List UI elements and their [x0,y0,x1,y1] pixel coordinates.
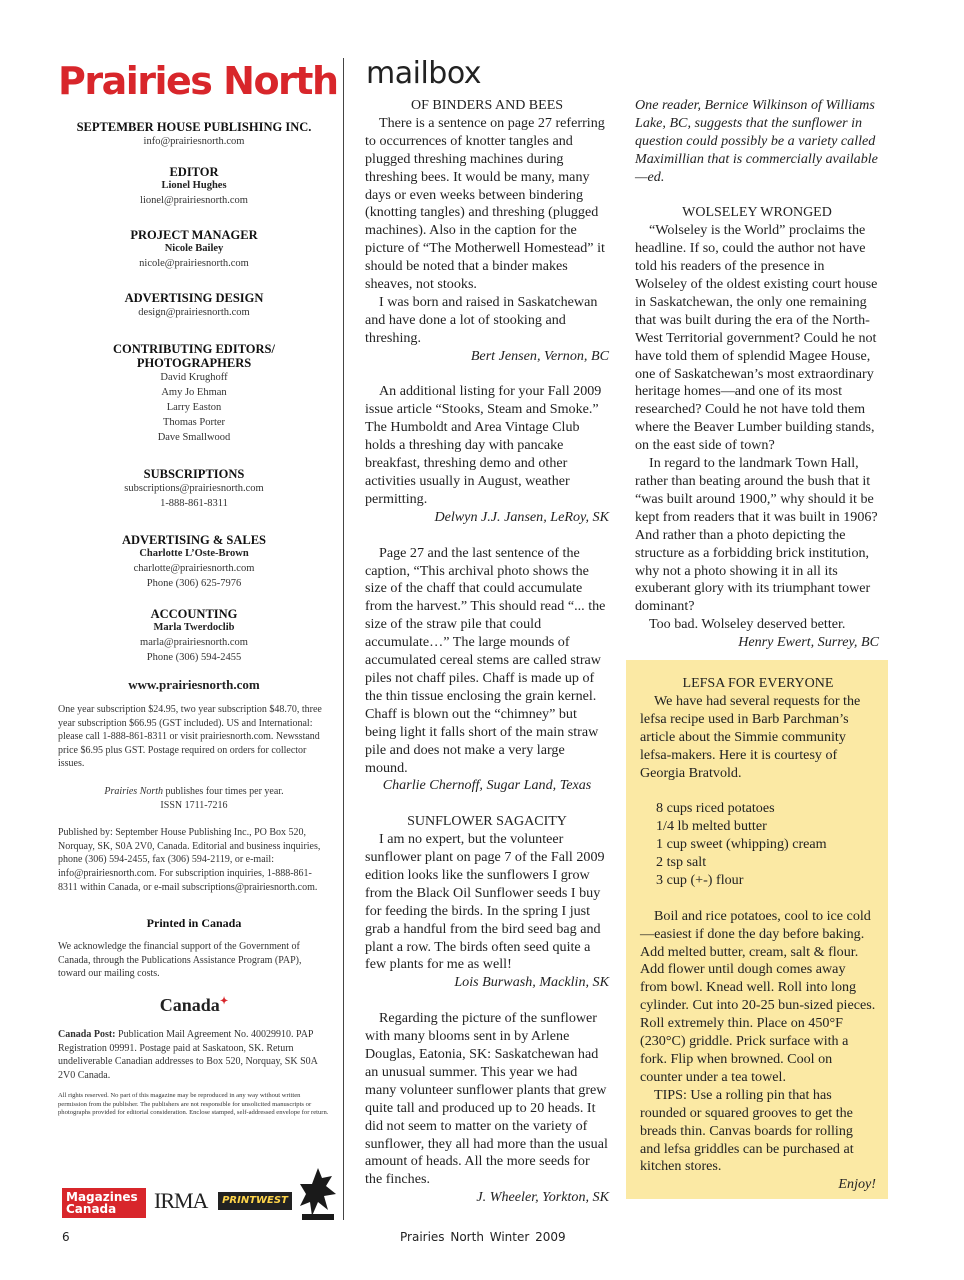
subscription-info: One year subscription $24.95, two year subscription $48.70, three year subscription $66.95 (GST included). US and International: please call 1-888-861-8311 or visit prairiesnorth.com. Newsstand price $6.95 plus GST. Postage required on orders for collector issues. [58,704,322,770]
editor-block [58,165,330,208]
ingredient-item: 3 cup (+-) flour [656,871,744,888]
frequency-line [58,785,330,799]
contributor-name: Thomas Porter [162,417,226,428]
magazine-logo: Prairies North [58,59,338,103]
publisher-name: SEPTEMBER HOUSE PUBLISHING INC. [76,120,312,134]
sponsor-logos [62,1166,338,1222]
recipe-signoff: Enjoy! [838,1176,876,1193]
letter-paragraph: “Wolseley is the World” proclaims the headline. If so, could the author not have told his readers of the presence in Wolseley of the oldest existing court house in Saskatchewan, the only one remaining that was built during the era of the North-West Territorial government? Could he not have told them of splendid Magee House, one of Saskatchewan’s most extraordinary heritage homes—and one of its most researched? Could he not have told them where the Beaver Lumber building stands, on the east side of town? [635,222,878,454]
letter-paragraph: I was born and raised in Saskatchewan and have done a lot of stooking and threshing. [365,293,598,346]
logo-text: Magazines [66,1190,138,1204]
sales-name: Charlotte L’Oste-Brown [139,548,249,559]
letter-paragraph: An additional listing for your Fall 2009 issue article “Stooks, Steam and Smoke.” The Humboldt and Area Vintage Club holds a threshing day with pancake breakfast, threshing demo and other activities usually in August, weather permitting. [365,383,602,507]
frequency-title: Prairies North [104,785,164,797]
subscriptions-block [58,467,330,511]
canada-wordmark-text: Canada [159,994,220,1015]
project-manager-block [58,228,330,271]
letter-signature: Henry Ewert, Surrey, BC [738,634,879,651]
letter-heading: WOLSELEY WRONGED [682,205,832,221]
subscriptions-phone: 1-888-861-8311 [160,498,228,509]
ingredient-item: 8 cups riced potatoes [656,800,775,817]
letter-paragraph: I am no expert, but the volunteer sunflower plant on page 7 of the Fall 2009 edition looks like the sunflowers I grow from the Black Oil Sunflower seeds I buy for feeding the birds. In the spring I just grab a handful from the bird seed bag and plant a row. The birds often seed quite a few plants for me as well! [365,831,605,973]
contributor-name: Larry Easton [166,402,222,413]
published-by: Published by: September House Publishing Inc., PO Box 520, Norquay, SK, S0A 2V0, Canada. Editorial and business inquiries, phone (306) 594-2455, fax (306) 594-2119, or e-mail: info@prairiesnorth.com. For subscription inquiries, 1-888-861-8311 within Canada, or e-mail subscriptions@prairiesnorth.com. [58,827,321,893]
contributor-name: Dave Smallwood [157,432,231,443]
canada-post-label: Canada Post: [58,1028,116,1040]
letter-signature: J. Wheeler, Yorkton, SK [476,1189,609,1206]
ingredient-item: 2 tsp salt [656,854,707,871]
accounting-name: Marla Twerdoclib [153,622,235,633]
contributors-heading-2: PHOTOGRAPHERS [136,356,252,370]
editor-name: Lionel Hughes [161,180,227,191]
letter-heading: OF BINDERS AND BEES [410,98,564,113]
publisher-email: info@prairiesnorth.com [143,136,245,147]
recipe-intro: We have had several requests for the lefsa recipe used in Barb Parchman’s article about the Simmie community lefsa-makers. Here it is courtesy of Georgia Bratvold. [640,692,861,781]
ingredient-item: 1/4 lb melted butter [656,818,767,835]
ad-design-email: design@prairiesnorth.com [138,307,250,318]
flag-icon: ✦ [219,995,229,1007]
frequency-text: publishes four times per year. [163,785,284,797]
editor-heading: EDITOR [169,165,219,179]
contributors-heading-1: CONTRIBUTING EDITORS/ [113,342,275,356]
sales-phone: Phone (306) 625-7976 [146,578,242,589]
recipe-method: Boil and rice potatoes, cool to ice cold—easiest if done the day before baking. Add melted butter, cream, salt & flour. Add flower until dough comes away from bowl. Knead well. Roll into long cylinder. Cut into 20-25 bun-sized pieces. Roll extremely thin. Place on 450°F (230°C) griddle. Prick surface with a fork. Flip when browned. Cool on counter under a tea towel. [640,907,876,1085]
canada-wordmark [58,995,330,1016]
canada-post-text: Publication Mail Agreement No. 40029910. PAP Registration 09991. Postage paid at Saskatoon, SK. Return undeliverable Canadian addresses to Box 520, Norquay, SK S0A 2V0 Canada. [58,1028,318,1081]
folio: Prairies North Winter 2009 [400,1230,566,1244]
pm-email: nicole@prairiesnorth.com [139,258,249,269]
page-number: 6 [62,1230,70,1244]
printed-in-canada [58,916,330,930]
letter-paragraph: There is a sentence on page 27 referring to occurrences of knotter tangles and plugged threshing machines during threshing bees. It would be many, many days or even weeks between bindering (knotting tangles) and threshing (plugged machines). Also in the caption for the picture of “The Motherwell Homestead” it should be noted that a binder makes sheaves, not stooks. [365,114,605,293]
pm-heading: PROJECT MANAGER [130,228,258,242]
masthead [58,58,338,1118]
sales-heading: ADVERTISING & SALES [121,533,267,547]
mailbox-column-2 [635,97,879,652]
website-link[interactable]: www.prairiesnorth.com [128,677,260,692]
printwest-logo: PRINTWEST [218,1192,292,1210]
bird-emblem-icon [298,1166,338,1222]
canada-post-info [58,1028,330,1082]
letter-paragraph: Regarding the picture of the sunflower with many blooms sent in by Arlene Douglas, Eatonia, SK: Saskatchewan had an unusual summer. This year we had many volunteer sunflower plants that grew quite tall and produced up to 20 heads. It did not seem to matter on the variety of sunflower, they all had more than the usual amount of heads. All the more seeds for the finches. [365,1010,608,1188]
recipe-heading: LEFSA FOR EVERYONE [682,676,834,691]
acknowledgement: We acknowledge the financial support of the Government of Canada, through the Publications Assistance Program (PAP), toward our mailing costs. [58,941,302,980]
subscriptions-heading: SUBSCRIPTIONS [143,467,245,481]
letter-paragraph: Too bad. Wolseley deserved better. [649,616,846,633]
publisher-block [58,120,330,149]
letter-signature: Bert Jensen, Vernon, BC [470,347,609,364]
contributors-block [58,342,330,445]
lefsa-recipe-box [626,660,888,1199]
mailbox-column-1 [365,97,609,1207]
ad-design-block [58,291,330,320]
recipe-tips: TIPS: Use a rolling pin that has rounded or squared grooves to get the breads thin. Canvas boards for rolling and lefsa griddles can be purchased at kitchen stores. [640,1086,854,1175]
letter-paragraph: Page 27 and the last sentence of the caption, “This archival photo shows the size of the chaff that could accumulate from the harvest.” This should read “... the size of the straw pile that could accumulate…” The large mounds of accumulated cereal stems are called straw piles not chaff piles. Chaff is made up of the thin tissue enclosing the grain kernel. Chaff is blown out the “chimney” but being light it falls short of the main straw pile and does not make a very large mound. [365,544,606,776]
sales-email: charlotte@prairiesnorth.com [133,563,255,574]
accounting-heading: ACCOUNTING [150,607,238,621]
printed-text: Printed in Canada [146,916,242,931]
sales-block [58,533,330,591]
ad-design-heading: ADVERTISING DESIGN [124,291,264,305]
editor-email: lionel@prairiesnorth.com [140,195,248,206]
ingredient-item: 1 cup sweet (whipping) cream [656,836,827,853]
accounting-block [58,607,330,665]
letter-heading: SUNFLOWER SAGACITY [407,814,567,830]
section-title: mailbox [366,56,482,91]
letter-signature: Delwyn J.J. Jansen, LeRoy, SK [434,508,609,525]
editor-note: One reader, Bernice Wilkinson of Williams Lake, BC, suggests that the sunflower in question could possibly be a variety called Maximillian that is commercially available—ed. [635,97,878,185]
column-divider [343,58,344,1220]
irma-logo: IRMA [154,1188,208,1213]
accounting-phone: Phone (306) 594-2455 [146,652,242,663]
accounting-email: marla@prairiesnorth.com [140,637,248,648]
subscriptions-email: subscriptions@prairiesnorth.com [124,483,264,494]
contributor-name: David Krughoff [160,372,228,383]
logo-text: Canada [66,1202,117,1216]
pm-name: Nicole Bailey [164,243,224,254]
letter-paragraph: In regard to the landmark Town Hall, rather than beating around the bush that it “was built around 1900,” why should it be kept from readers that it was built in 1906? And rather than a photo depicting the structure as a forbidding brick institution, why not a photo showing it in all its exuberant glory with its triumphant tower dominant? [635,455,878,615]
rights-notice: All rights reserved. No part of this magazine may be reproduced in any way without written permission from the publisher. The publishers are not responsible for unsolicited manuscripts or photographs provided for editorial consideration. Enclose stamped, self-addressed envelope for return. [58,1092,329,1117]
letter-signature: Charlie Chernoff, Sugar Land, Texas [382,777,592,794]
issn: ISSN 1711-7216 [160,799,228,811]
magazines-canada-logo [62,1188,146,1218]
letter-signature: Lois Burwash, Macklin, SK [454,974,609,991]
contributor-name: Amy Jo Ehman [161,387,227,398]
